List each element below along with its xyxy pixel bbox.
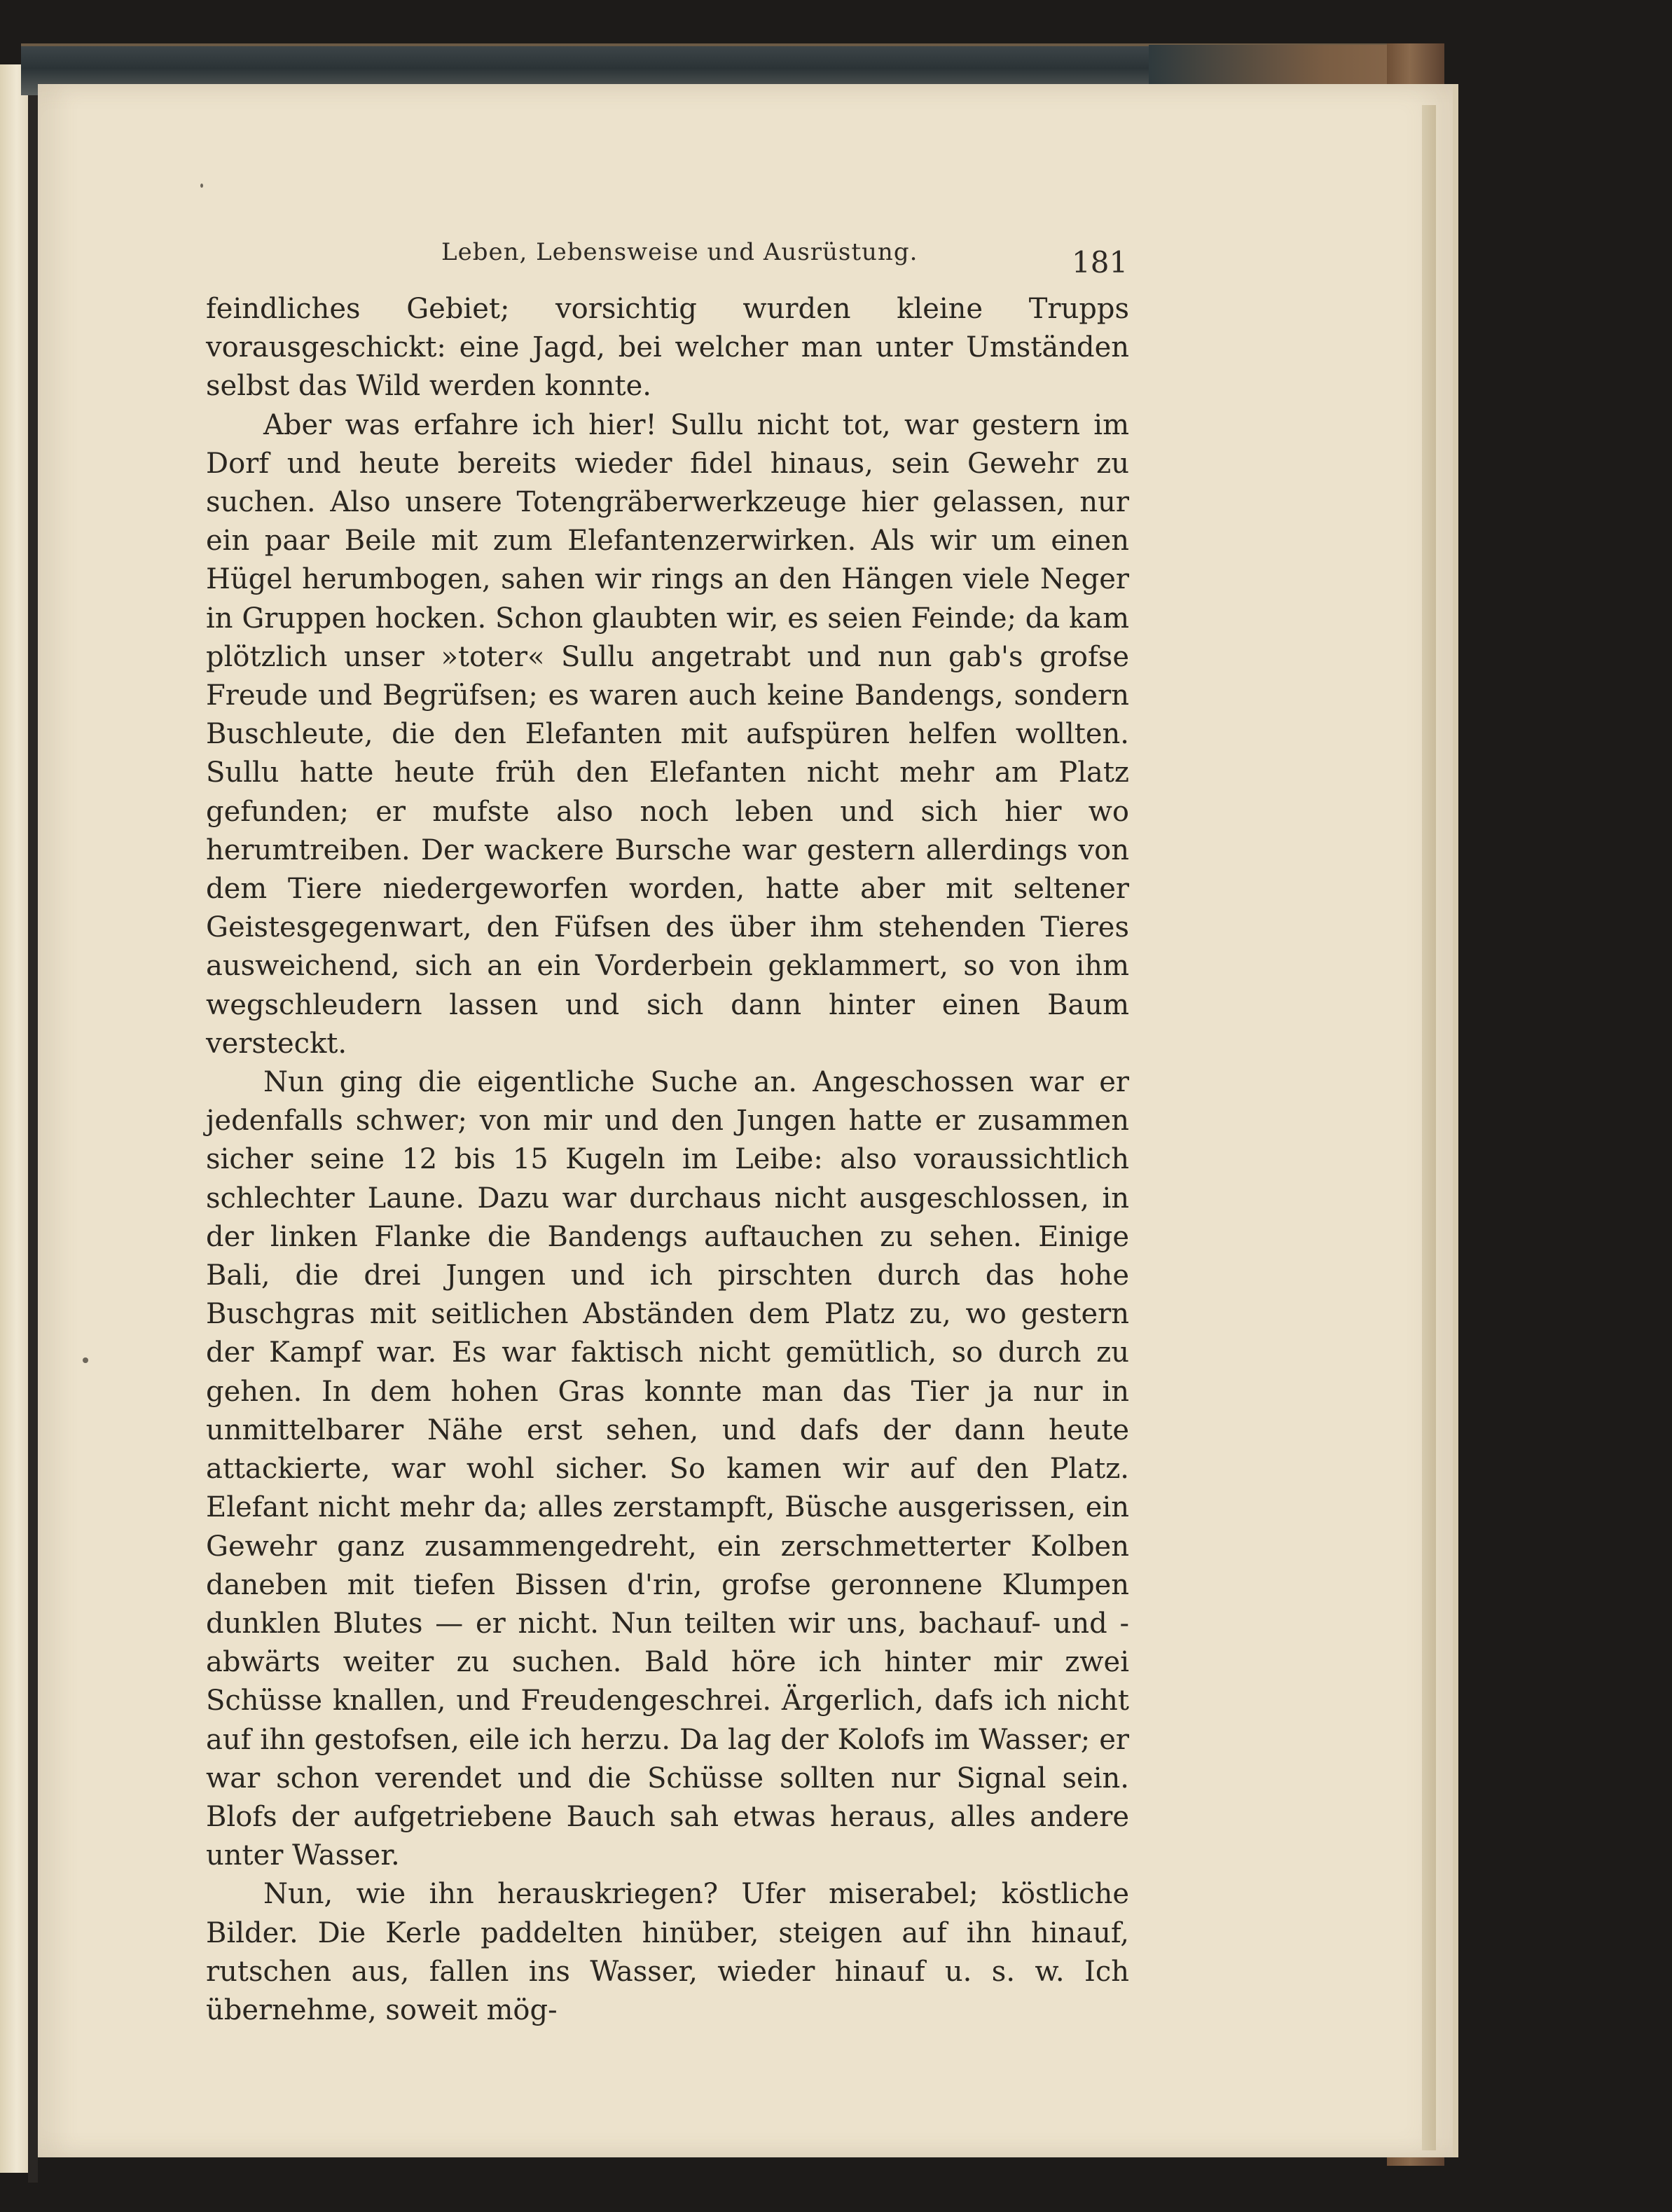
facing-page-shadow [28,60,38,2183]
paragraph: Aber was erfahre ich hier! Sullu nicht tot, war gestern im Dorf und heute bereits wieder fidel hinaus, sein Gewehr zu suchen. Also unsere Totengräberwerkzeuge hier gelassen, nur ein paar Beile mit zum Elefantenzerwirken. Als wir um einen Hügel herumbogen, sahen wir rings an den Hängen viele Neger in Gruppen hocken. Schon glaubten wir, es seien Feinde; da kam plötzlich unser »toter« Sullu angetrabt und nun gab's grofse Freude und Begrüfsen; es waren auch keine Bandengs, sondern Buschleute, die den Elefanten mit aufspüren helfen wollten. Sullu hatte heute früh den Elefanten nicht mehr am Platz gefunden; er mufste also noch leben und sich hier wo herumtreiben. Der wackere Bursche war gestern allerdings von dem Tiere niedergeworfen worden, hatte aber mit seltener Geistesgegenwart, den Füfsen des über ihm stehenden Tieres ausweichend, sich an ein Vorderbein geklammert, so von ihm wegschleudern lassen und sich dann hinter einen Baum versteckt. [206,408,1129,1060]
facing-page-edge [0,64,29,2173]
paragraph-continued: feindliches Gebiet; vorsichtig wurden kleine Trupps vorausgeschickt: eine Jagd, bei welcher man unter Umständen selbst das Wild werden konnte. [206,293,1129,403]
page-edge [1422,105,1436,2150]
paragraph: Nun ging die eigentliche Suche an. Angeschossen war er jedenfalls schwer; von mir und den Jungen hatte er zusammen sicher seine 12 bis 15 Kugeln im Leibe: also voraussichtlich schlechter Laune. Dazu war durchaus nicht ausgeschlossen, in der linken Flanke die Bandengs auftauchen zu sehen. Einige Bali, die drei Jungen und ich pirschten durch das hohe Buschgras mit seitlichen Abständen dem Platz zu, wo gestern der Kampf war. Es war faktisch nicht gemütlich, so durch zu gehen. In dem hohen Gras konnte man das Tier ja nur in unmittelbarer Nähe erst sehen, und dafs der dann heute attackierte, war wohl sicher. So kamen wir auf den Platz. Elefant nicht mehr da; alles zerstampft, Büsche ausgerissen, ein Gewehr ganz zusammengedreht, ein zerschmetterter Kolben daneben mit tiefen Bissen d'rin, grofse geronnene Klumpen dunklen Blutes — er nicht. Nun teilten wir uns, bachauf- und -abwärts weiter zu suchen. Bald höre ich hinter mir zwei Schüsse knallen, und Freudengeschrei. Ärgerlich, dafs ich nicht auf ihn gestofsen, eile ich herzu. Da lag der Kolofs im Wasser; er war schon verendet und die Schüsse sollten nur Signal sein. Blofs der aufgetriebene Bauch sah etwas heraus, alles andere unter Wasser. [206,1066,1129,1872]
paper-speck [83,1357,88,1363]
body-text [206,290,1129,2030]
paragraph: Nun, wie ihn herauskriegen? Ufer miserabel; köstliche Bilder. Die Kerle paddelten hinüber, steigen auf ihn hinauf, rutschen aus, fallen ins Wasser, wieder hinauf u. s. w. Ich übernehme, soweit mög- [206,1878,1129,2026]
page-number: 181 [1072,245,1128,279]
paper-speck [200,184,203,188]
running-head: Leben, Lebensweise und Ausrüstung. [441,238,918,266]
